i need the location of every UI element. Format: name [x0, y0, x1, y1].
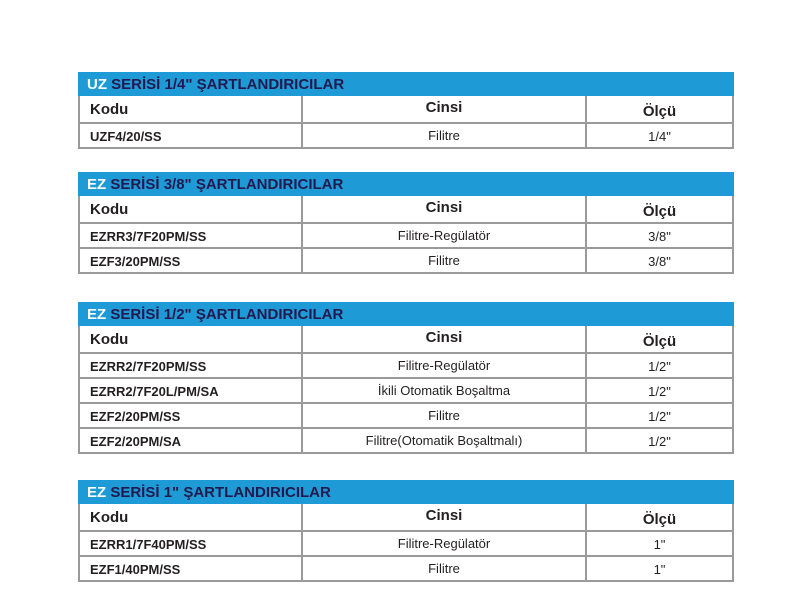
table-ez-1-2 [78, 302, 734, 454]
cell-size: 1/2" [648, 409, 671, 424]
header-kodu: Kodu [80, 196, 303, 222]
column-header-row [80, 326, 732, 354]
cell-type: Filitre-Regülatör [303, 354, 587, 377]
table-ez-1 [78, 480, 734, 582]
cell-type: Filitre-Regülatör [303, 224, 587, 247]
cell-size: 3/8" [648, 254, 671, 269]
series-kind: ŞARTLANDIRICILAR [183, 484, 331, 501]
header-cinsi: Cinsi [303, 326, 587, 352]
series-size: 1" [163, 484, 180, 501]
table-row [80, 224, 732, 249]
column-header-row [80, 96, 732, 124]
cell-type: Filitre-Regülatör [303, 532, 587, 555]
series-kind: ŞARTLANDIRICILAR [195, 176, 344, 193]
header-olcu: Ölçü [642, 103, 677, 120]
table-title [78, 72, 734, 96]
cell-code: EZF3/20PM/SS [80, 249, 303, 272]
cell-code: EZF2/20PM/SS [80, 404, 303, 427]
cell-type: Filitre(Otomatik Boşaltmalı) [303, 429, 587, 452]
cell-code: EZRR3/7F20PM/SS [80, 224, 303, 247]
table-row [80, 532, 732, 557]
series-size: 3/8" [163, 176, 192, 193]
table-title [78, 172, 734, 196]
cell-size: 1" [653, 537, 666, 552]
series-size: 1/2" [163, 306, 192, 323]
cell-code: EZRR2/7F20L/PM/SA [80, 379, 303, 402]
cell-code: EZF2/20PM/SA [80, 429, 303, 452]
cell-code: EZF1/40PM/SS [80, 557, 303, 580]
series-code: EZ [87, 484, 107, 501]
cell-size: 1/2" [648, 434, 671, 449]
header-olcu: Ölçü [642, 333, 677, 350]
column-header-row [80, 504, 732, 532]
cell-size: 1/4" [648, 129, 671, 144]
series-code: EZ [87, 176, 107, 193]
header-cinsi: Cinsi [303, 196, 587, 222]
table-title [78, 480, 734, 504]
series-word: SERİSİ [110, 306, 160, 323]
cell-code: UZF4/20/SS [80, 124, 303, 147]
header-olcu: Ölçü [642, 203, 677, 220]
header-cinsi: Cinsi [303, 504, 587, 530]
table-row [80, 557, 732, 582]
series-word: SERİSİ [111, 76, 161, 93]
cell-size: 1/2" [648, 384, 671, 399]
table-row [80, 354, 732, 379]
table-row [80, 249, 732, 274]
series-kind: ŞARTLANDIRICILAR [195, 306, 344, 323]
cell-type: Filitre [303, 557, 587, 580]
header-kodu: Kodu [80, 326, 303, 352]
series-size: 1/4" [164, 76, 193, 93]
cell-size: 1/2" [648, 359, 671, 374]
cell-size: 1" [653, 562, 666, 577]
cell-code: EZRR2/7F20PM/SS [80, 354, 303, 377]
table-ez-3-8 [78, 172, 734, 274]
series-word: SERİSİ [110, 484, 160, 501]
header-olcu: Ölçü [642, 511, 677, 528]
header-kodu: Kodu [80, 504, 303, 530]
series-code: UZ [87, 76, 107, 93]
cell-type: Filitre [303, 249, 587, 272]
cell-type: Filitre [303, 404, 587, 427]
header-kodu: Kodu [80, 96, 303, 122]
cell-type: Filitre [303, 124, 587, 147]
table-title [78, 302, 734, 326]
series-word: SERİSİ [110, 176, 160, 193]
table-row [80, 404, 732, 429]
cell-code: EZRR1/7F40PM/SS [80, 532, 303, 555]
table-row [80, 429, 732, 454]
column-header-row [80, 196, 732, 224]
series-code: EZ [87, 306, 107, 323]
table-row [80, 379, 732, 404]
table-row [80, 124, 732, 149]
table-uz-1-4 [78, 72, 734, 149]
header-cinsi: Cinsi [303, 96, 587, 122]
cell-size: 3/8" [648, 229, 671, 244]
series-kind: ŞARTLANDIRICILAR [196, 76, 345, 93]
cell-type: İkili Otomatik Boşaltma [303, 379, 587, 402]
